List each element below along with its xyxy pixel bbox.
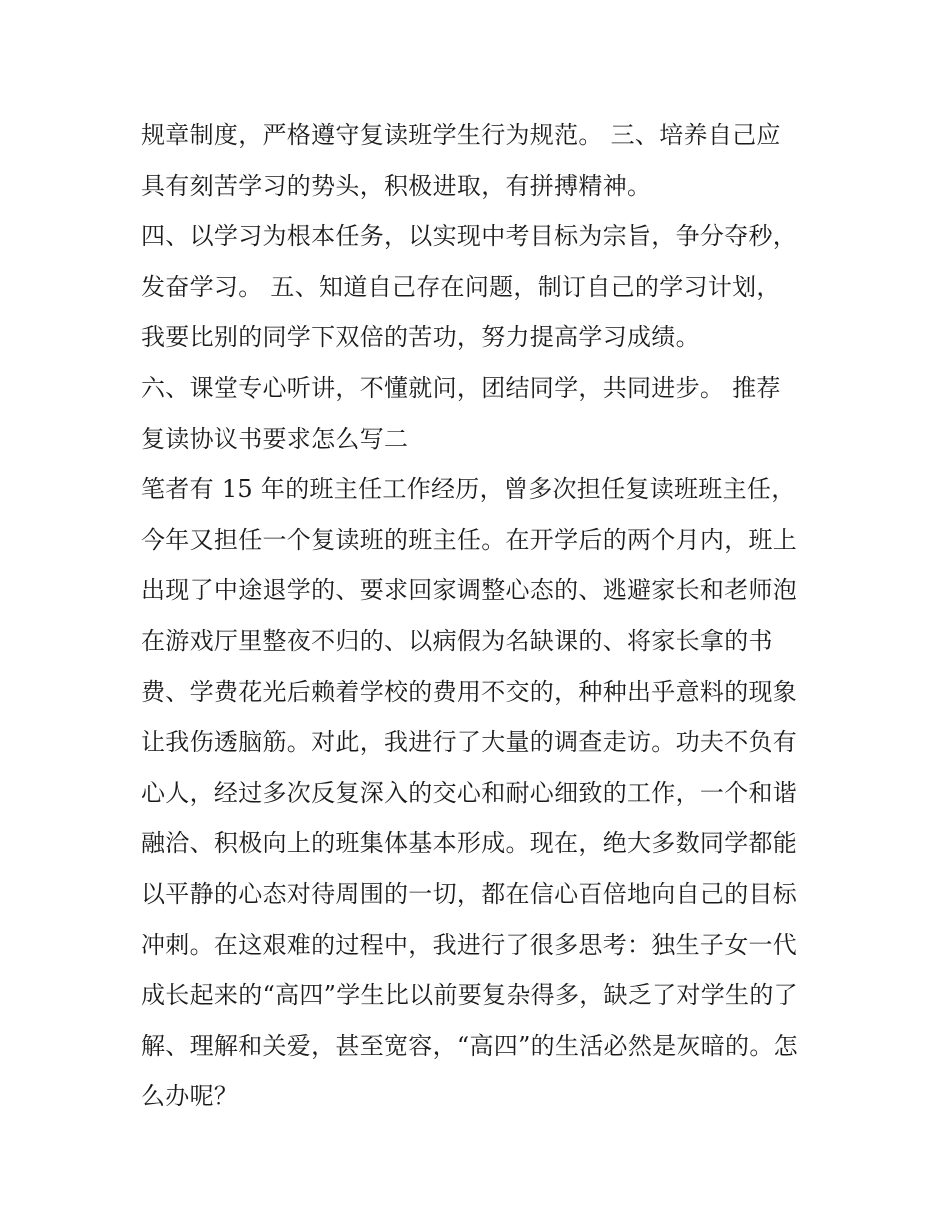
text-line: 笔者有 15 年的班主任工作经历，曾多次担任复读班班主任， [141, 475, 796, 504]
text-line: 我要比别的同学下双倍的苦功，努力提高学习成绩。 [141, 323, 700, 352]
text-line: 解、理解和关爱，甚至宽容，“高四”的生活必然是灰暗的。怎 [141, 1031, 798, 1060]
section-heading-line: 复读协议书要求怎么写二 [141, 424, 409, 453]
text-line: 么办呢？ [141, 1082, 239, 1111]
text-line: 六、课堂专心听讲，不懂就问，团结同学，共同进步。 推荐 [141, 373, 781, 402]
text-line: 成长起来的“高四”学生比以前要复杂得多，缺乏了对学生的了 [141, 981, 798, 1010]
text-line: 具有刻苦学习的势头，积极进取，有拼搏精神。 [141, 171, 652, 200]
text-line: 在游戏厅里整夜不归的、以病假为名缺课的、将家长拿的书 [141, 626, 773, 655]
text-line: 费、学费花光后赖着学校的费用不交的，种种出乎意料的现象 [141, 677, 798, 706]
text-line: 以平静的心态对待周围的一切，都在信心百倍地向自己的目标 [141, 879, 798, 908]
text-line: 发奋学习。 五、知道自己存在问题，制订自己的学习计划， [141, 272, 781, 301]
body-text [141, 110, 831, 1122]
text-line: 让我伤透脑筋。对此，我进行了大量的调查走访。功夫不负有 [141, 728, 798, 757]
text-line: 心人，经过多次反复深入的交心和耐心细致的工作，一个和谐 [141, 778, 798, 807]
text-line: 出现了中途退学的、要求回家调整心态的、逃避家长和老师泡 [141, 576, 798, 605]
text-line: 规章制度，严格遵守复读班学生行为规范。 三、培养自己应 [141, 121, 781, 149]
text-line: 四、以学习为根本任务，以实现中考目标为宗旨，争分夺秒， [141, 222, 798, 251]
text-line: 冲刺。在这艰难的过程中，我进行了很多思考：独生子女一代 [141, 930, 798, 959]
text-line: 融洽、积极向上的班集体基本形成。现在，绝大多数同学都能 [141, 829, 798, 858]
text-line: 今年又担任一个复读班的班主任。在开学后的两个月内，班上 [141, 525, 798, 554]
